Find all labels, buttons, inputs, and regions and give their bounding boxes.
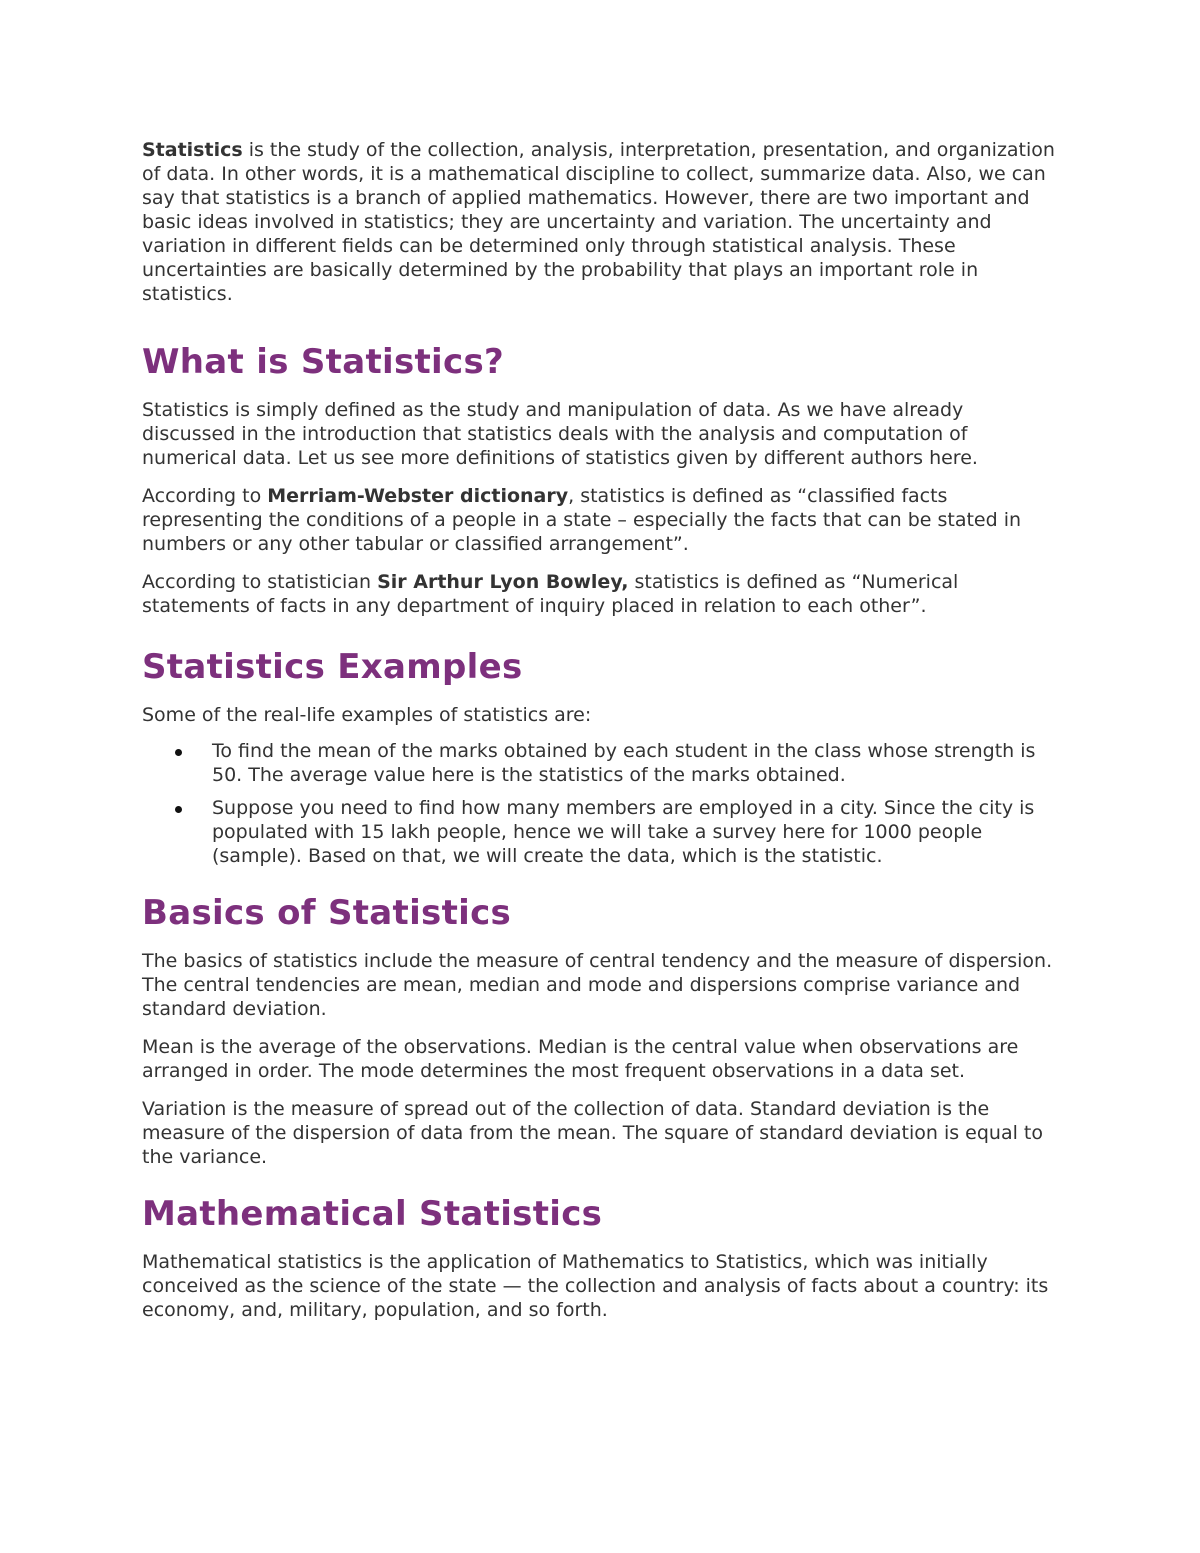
bowley-suffix: statistics is defined as “Numerical statements of facts in any department of inquiry placed in relation to each other”. <box>142 571 959 617</box>
bullet-icon <box>175 806 182 813</box>
heading-what-is-statistics: What is Statistics? <box>142 342 505 382</box>
examples-list <box>142 739 1060 868</box>
list-item <box>212 739 1060 787</box>
intro-text: is the study of the collection, analysis, interpretation, presentation, and organization of data. In other words, it is a mathematical discipline to collect, summarize data. Also, we can say that statistics is a branch of applied mathematics. However, there are two important and basic ideas involved in statistics; they are uncertainty and variation. The uncertainty and variation in different fields can be determined only through statistical analysis. These uncertainties are basically determined by the probability that plays an important role in statistics. <box>142 139 1055 305</box>
intro-term: Statistics <box>142 139 243 161</box>
heading-basics-of-statistics: Basics of Statistics <box>142 893 512 933</box>
bowley-term: Sir Arthur Lyon Bowley, <box>377 571 629 593</box>
what-is-paragraph-2 <box>142 484 1060 556</box>
basics-paragraph-3: Variation is the measure of spread out of the collection of data. Standard deviation is the measure of the dispersion of data from the mean. The square of standard deviation is equal to the variance. <box>142 1098 1043 1168</box>
what-is-paragraph-3 <box>142 570 1060 618</box>
heading-statistics-examples: Statistics Examples <box>142 647 523 687</box>
mathematical-paragraph-1: Mathematical statistics is the application of Mathematics to Statistics, which was initially conceived as the science of the state — the collection and analysis of facts about a country: its economy, and, military, population, and so forth. <box>142 1251 1049 1321</box>
examples-intro: Some of the real-life examples of statistics are: <box>142 704 592 726</box>
heading-mathematical-statistics: Mathematical Statistics <box>142 1194 603 1234</box>
intro-paragraph <box>142 138 1060 306</box>
merriam-webster-term: Merriam-Webster dictionary <box>267 485 569 507</box>
basics-paragraph-2: Mean is the average of the observations. Median is the central value when observations are arranged in order. The mode determines the most frequent observations in a data set. <box>142 1036 1019 1082</box>
list-item-text: To find the mean of the marks obtained by each student in the class whose strength is 50. The average value here is the statistics of the marks obtained. <box>212 740 1036 786</box>
merriam-suffix: , statistics is defined as “classified facts representing the conditions of a people in a state – especially the facts that can be stated in numbers or any other tabular or classified arrangement”. <box>142 485 1022 555</box>
list-item <box>212 796 1060 868</box>
what-is-paragraph-1: Statistics is simply defined as the study and manipulation of data. As we have already discussed in the introduction that statistics deals with the analysis and computation of numerical data. Let us see more definitions of statistics given by different authors here. <box>142 399 978 469</box>
merriam-prefix: According to <box>142 485 268 507</box>
basics-paragraph-1: The basics of statistics include the measure of central tendency and the measure of dispersion. The central tendencies are mean, median and mode and dispersions comprise variance and standard deviation. <box>142 950 1053 1020</box>
bullet-icon <box>175 749 182 756</box>
bowley-prefix: According to statistician <box>142 571 378 593</box>
list-item-text: Suppose you need to find how many members are employed in a city. Since the city is populated with 15 lakh people, hence we will take a survey here for 1000 people (sample). Based on that, we will create the data, which is the statistic. <box>212 797 1035 867</box>
